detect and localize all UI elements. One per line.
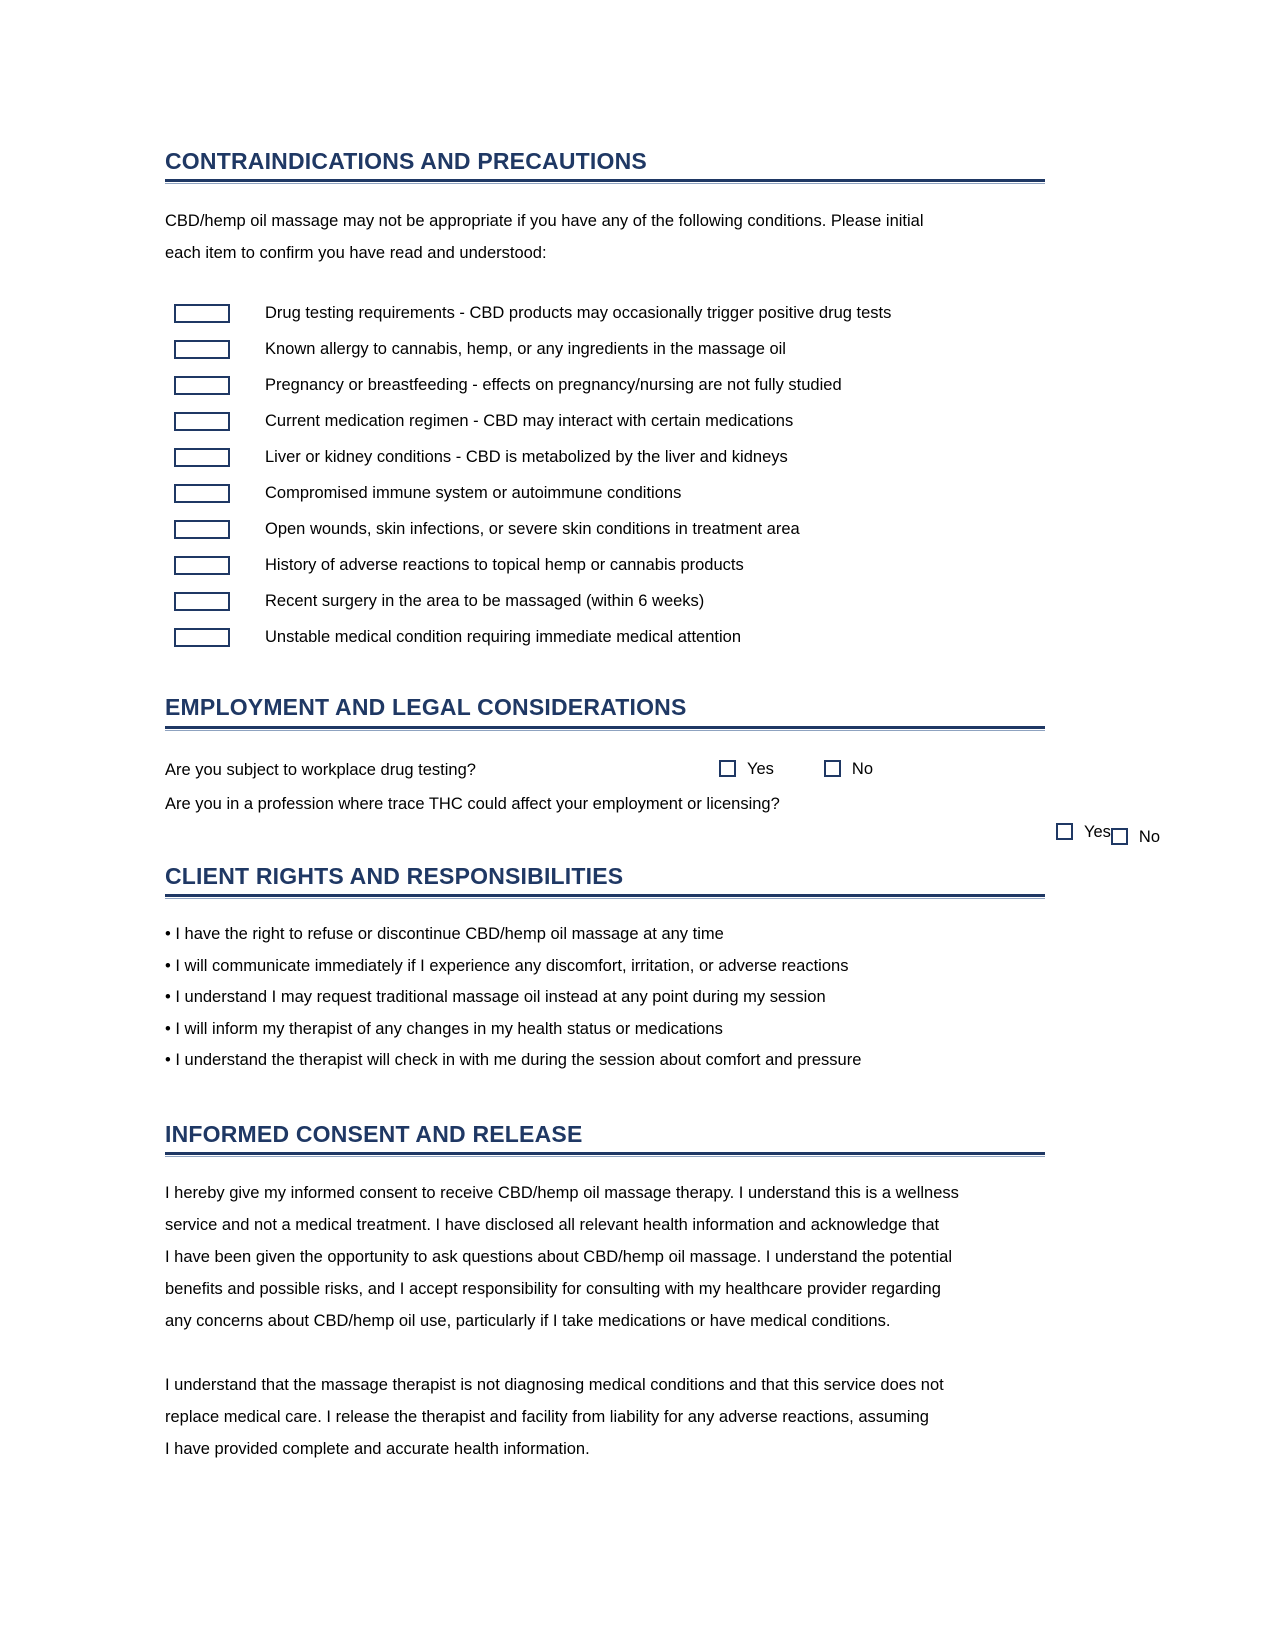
bullet-item: • I will communicate immediately if I experience any discomfort, irritation, or adverse reactions — [165, 956, 849, 975]
intro-line-2: each item to confirm you have read and understood: — [165, 244, 547, 263]
consent-p1-line: I hereby give my informed consent to receive CBD/hemp oil massage therapy. I understand this is a wellness — [165, 1184, 959, 1203]
checklist-item-label: Known allergy to cannabis, hemp, or any ingredients in the massage oil — [265, 340, 786, 359]
consent-p1-line: any concerns about CBD/hemp oil use, particularly if I take medications or have medical conditions. — [165, 1312, 891, 1331]
no-option-drug-testing[interactable] — [824, 759, 873, 779]
section-title-client-rights: CLIENT RIGHTS AND RESPONSIBILITIES — [165, 862, 624, 889]
yes-no-group-profession-thc — [1056, 817, 1160, 847]
heading-rule-informed-consent — [165, 1152, 1045, 1157]
checklist-item[interactable] — [165, 439, 1050, 475]
rule-thick — [165, 1152, 1045, 1155]
checkbox-yes[interactable] — [1056, 823, 1073, 840]
rule-thin — [165, 730, 1045, 731]
checklist-item[interactable] — [165, 511, 1050, 547]
bullet-item: • I understand I may request traditional massage oil instead at any point during my session — [165, 988, 826, 1007]
checklist-item-label: Liver or kidney conditions - CBD is metabolized by the liver and kidneys — [265, 448, 788, 467]
initial-box[interactable] — [174, 520, 230, 539]
question-label: Are you in a profession where trace THC could affect your employment or licensing? — [165, 794, 780, 813]
intro-line-1: CBD/hemp oil massage may not be appropriate if you have any of the following conditions. Please initial — [165, 212, 924, 231]
checklist-item-label: Current medication regimen - CBD may interact with certain medications — [265, 412, 794, 431]
initial-box[interactable] — [174, 340, 230, 359]
contraindications-checklist — [165, 295, 1050, 655]
checklist-item[interactable] — [165, 367, 1050, 403]
no-option-profession-thc[interactable] — [1111, 827, 1160, 847]
heading-rule-contraindications — [165, 179, 1045, 184]
rule-thick — [165, 726, 1045, 729]
checklist-item-label: Compromised immune system or autoimmune conditions — [265, 484, 682, 503]
bullet-item: • I understand the therapist will check in with me during the session about comfort and pressure — [165, 1051, 862, 1070]
consent-p2-line: I have provided complete and accurate health information. — [165, 1440, 590, 1459]
client-rights-bullets — [165, 919, 1050, 1077]
section-title-employment: EMPLOYMENT AND LEGAL CONSIDERATIONS — [165, 694, 687, 721]
yes-label: Yes — [747, 759, 774, 778]
consent-p1-line: benefits and possible risks, and I accept responsibility for consulting with my healthcare provider regarding — [165, 1280, 941, 1299]
initial-box[interactable] — [174, 304, 230, 323]
section-title-contraindications: CONTRAINDICATIONS AND PRECAUTIONS — [165, 148, 647, 174]
rule-thick — [165, 894, 1045, 897]
employment-questions — [165, 753, 1161, 846]
document-content — [165, 148, 1161, 1465]
consent-paragraph-1 — [165, 1177, 1120, 1337]
initial-box[interactable] — [174, 556, 230, 575]
consent-paragraph-2 — [165, 1369, 1120, 1465]
checklist-item-label: Open wounds, skin infections, or severe skin conditions in treatment area — [265, 520, 800, 539]
rule-thick — [165, 179, 1045, 182]
consent-p2-line: I understand that the massage therapist is not diagnosing medical conditions and that this service does not — [165, 1376, 944, 1395]
no-label: No — [1138, 827, 1161, 846]
yes-option-profession-thc[interactable] — [1056, 822, 1111, 842]
yes-option-drug-testing[interactable] — [719, 759, 774, 779]
initial-box[interactable] — [174, 592, 230, 611]
section-contraindications — [165, 148, 1050, 655]
initial-box[interactable] — [174, 448, 230, 467]
consent-p1-line: I have been given the opportunity to ask questions about CBD/hemp oil massage. I understand the potential — [165, 1248, 953, 1267]
checklist-item[interactable] — [165, 583, 1050, 619]
rule-thin — [165, 898, 1045, 899]
initial-box[interactable] — [174, 376, 230, 395]
heading-rule-employment — [165, 726, 1045, 731]
checklist-item[interactable] — [165, 403, 1050, 439]
section-informed-consent — [165, 1121, 1050, 1465]
checklist-item-label: Recent surgery in the area to be massaged (within 6 weeks) — [265, 592, 705, 611]
checkbox-yes[interactable] — [719, 760, 736, 777]
initial-box[interactable] — [174, 412, 230, 431]
checklist-item[interactable] — [165, 295, 1050, 331]
section-client-rights — [165, 863, 1050, 1077]
checklist-item[interactable] — [165, 619, 1050, 655]
consent-p1-line: service and not a medical treatment. I have disclosed all relevant health information and acknowledge that — [165, 1216, 940, 1235]
section-employment — [165, 694, 1161, 846]
initial-box[interactable] — [174, 628, 230, 647]
checkbox-no[interactable] — [824, 760, 841, 777]
checklist-item[interactable] — [165, 547, 1050, 583]
bullet-item: • I will inform my therapist of any changes in my health status or medications — [165, 1019, 723, 1038]
initial-box[interactable] — [174, 484, 230, 503]
yes-no-group-drug-testing — [719, 759, 873, 779]
question-label: Are you subject to workplace drug testing? — [165, 760, 476, 779]
no-label: No — [851, 759, 874, 778]
question-row-drug-testing — [165, 753, 1050, 787]
checklist-item-label: Pregnancy or breastfeeding - effects on pregnancy/nursing are not fully studied — [265, 376, 842, 395]
checklist-item-label: Drug testing requirements - CBD products may occasionally trigger positive drug tests — [265, 304, 892, 323]
heading-rule-client-rights — [165, 894, 1045, 899]
question-row-profession-thc — [165, 787, 1161, 846]
checklist-item-label: Unstable medical condition requiring immediate medical attention — [265, 628, 742, 647]
rule-thin — [165, 183, 1045, 184]
checklist-item[interactable] — [165, 475, 1050, 511]
contraindications-intro — [165, 205, 1085, 269]
bullet-item: • I have the right to refuse or discontinue CBD/hemp oil massage at any time — [165, 925, 724, 944]
checklist-item[interactable] — [165, 331, 1050, 367]
checklist-item-label: History of adverse reactions to topical hemp or cannabis products — [265, 556, 744, 575]
section-title-informed-consent: INFORMED CONSENT AND RELEASE — [165, 1120, 583, 1147]
yes-label: Yes — [1084, 822, 1111, 841]
checkbox-no[interactable] — [1111, 828, 1128, 845]
consent-p2-line: replace medical care. I release the therapist and facility from liability for any adverse reactions, assuming — [165, 1408, 929, 1427]
rule-thin — [165, 1156, 1045, 1157]
